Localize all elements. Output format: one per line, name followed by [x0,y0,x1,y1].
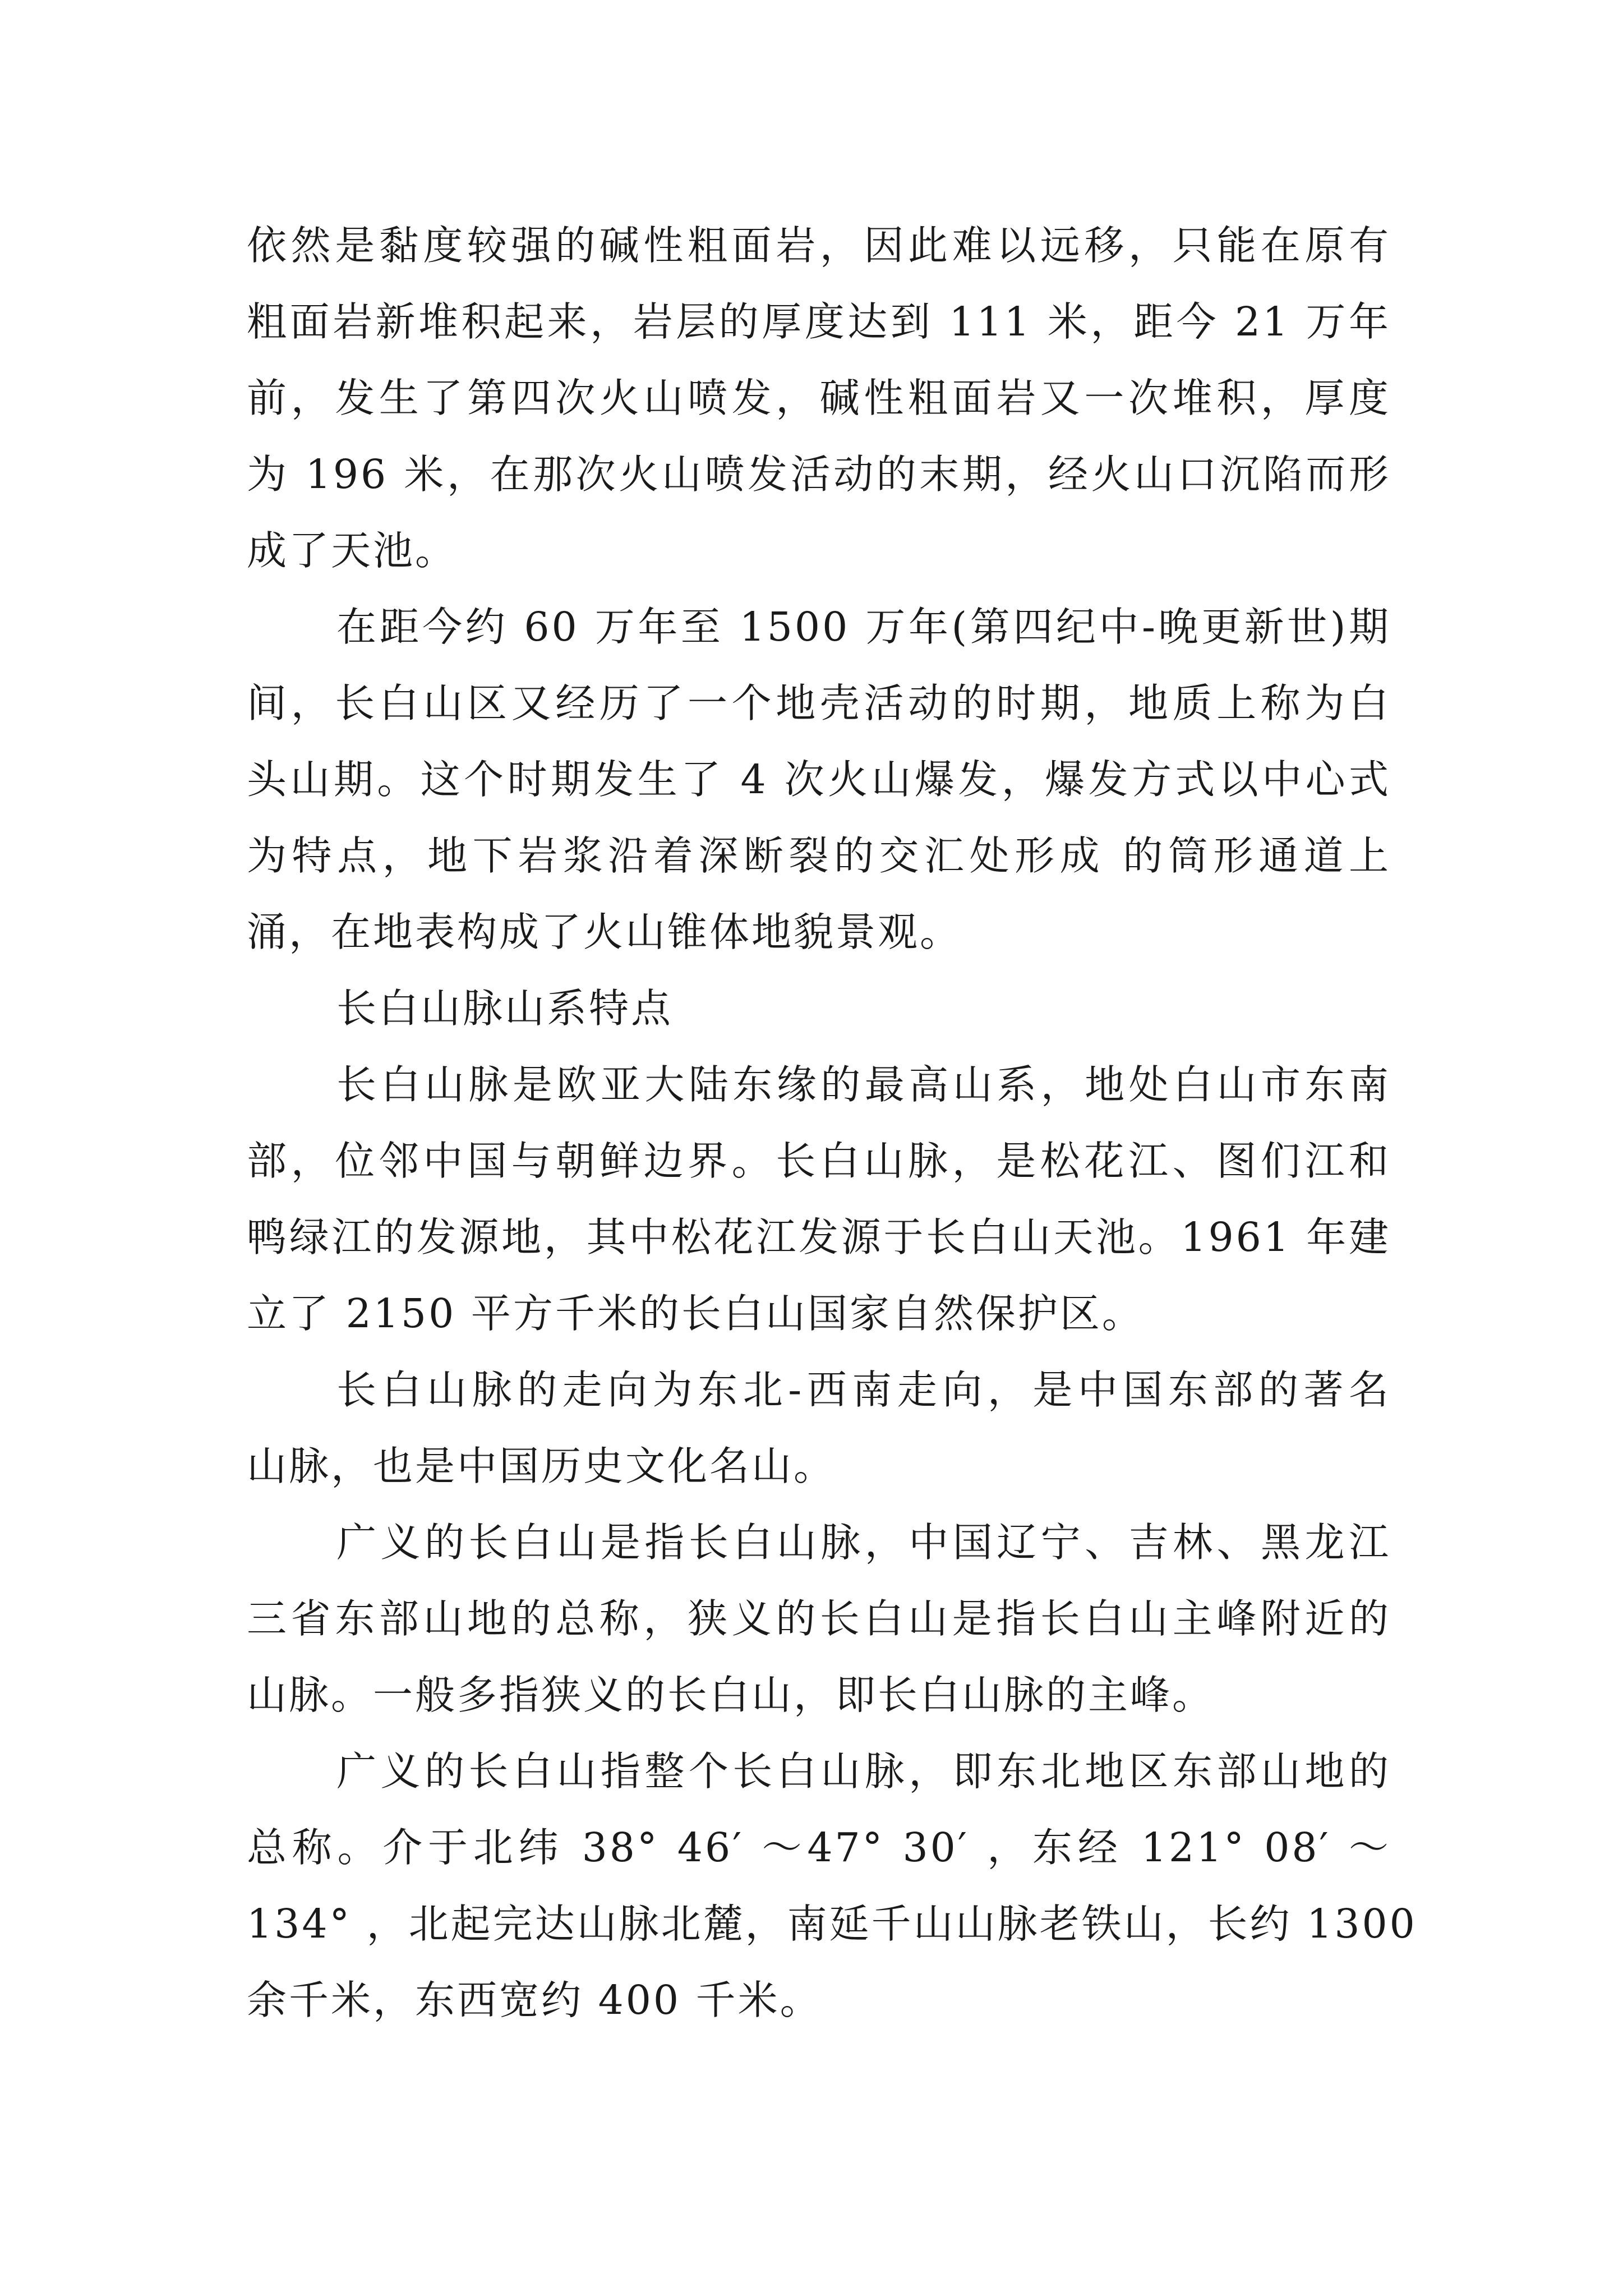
text-line: 前，发生了第四次火山喷发，碱性粗面岩又一次堆积，厚度 [247,375,1391,421]
text-line: 三省东部山地的总称，狭义的长白山是指长白山主峰附近的 [247,1595,1391,1642]
text-line: 山脉。一般多指狭义的长白山，即长白山脉的主峰。 [247,1672,1215,1718]
text-line: 部，位邻中国与朝鲜边界。长白山脉，是松花江、图们江和 [247,1138,1391,1184]
text-line: 为特点，地下岩浆沿着深断裂的交汇处形成 的筒形通道上 [247,832,1391,879]
paragraph-first-line: 广义的长白山是指长白山脉，中国辽宁、吉林、黑龙江 [336,1519,1391,1566]
paragraph-first-line: 在距今约 60 万年至 1500 万年(第四纪中-晚更新世)期 [336,604,1391,650]
text-line: 涌，在地表构成了火山锥体地貌景观。 [247,909,962,955]
text-line: 总称。介于北纬 38° 46′ ～47° 30′ ，东经 121° 08′ ～ [247,1824,1391,1871]
text-line: 余千米，东西宽约 400 千米。 [247,1977,822,2023]
document-body [247,208,1417,2039]
section-heading: 长白山脉山系特点 [336,985,674,1032]
paragraph-first-line: 广义的长白山指整个长白山脉，即东北地区东部山地的 [336,1748,1391,1795]
text-line: 头山期。这个时期发生了 4 次火山爆发，爆发方式以中心式 [247,756,1391,803]
text-line: 立了 2150 平方千米的长白山国家自然保护区。 [247,1290,1144,1337]
text-line: 鸭绿江的发源地，其中松花江发源于长白山天池。1961 年建 [247,1214,1391,1260]
text-line: 山脉，也是中国历史文化名山。 [247,1443,836,1489]
paragraph-first-line: 长白山脉是欧亚大陆东缘的最高山系，地处白山市东南 [336,1061,1391,1108]
paragraph-first-line: 长白山脉的走向为东北-西南走向，是中国东部的著名 [336,1366,1391,1413]
text-line: 粗面岩新堆积起来，岩层的厚度达到 111 米，距今 21 万年 [247,298,1391,345]
text-line: 134° ，北起完达山脉北麓，南延千山山脉老铁山，长约 1300 [247,1901,1417,1947]
text-line: 依然是黏度较强的碱性粗面岩，因此难以远移，只能在原有 [247,222,1391,269]
text-line: 为 196 米，在那次火山喷发活动的末期，经火山口沉陷而形 [247,451,1391,498]
text-line: 成了天池。 [247,527,458,574]
text-line: 间，长白山区又经历了一个地壳活动的时期，地质上称为白 [247,680,1391,726]
